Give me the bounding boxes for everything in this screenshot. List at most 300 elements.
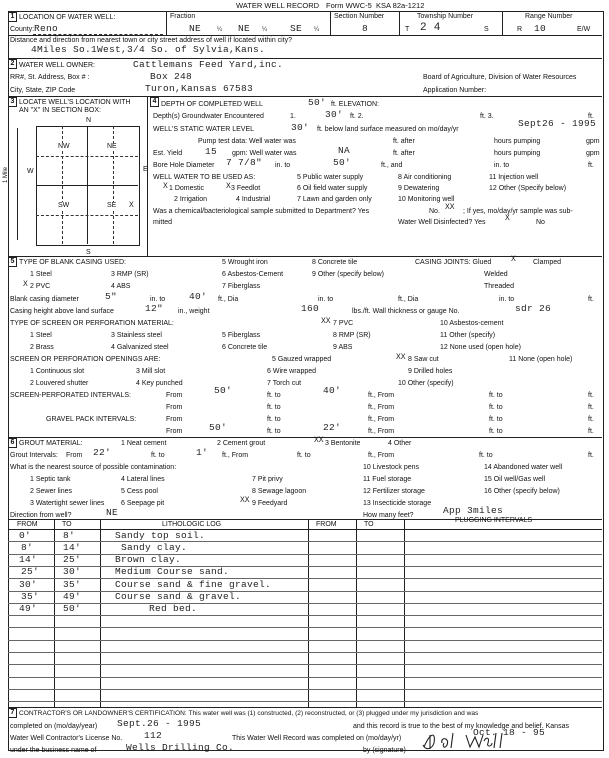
- grout-label: GROUT MATERIAL:: [19, 440, 83, 447]
- blank: [36, 215, 138, 216]
- quarter-3: ¼: [314, 27, 320, 33]
- use-11: 11 Injection well: [489, 174, 539, 181]
- range-label: Range Number: [525, 13, 573, 20]
- screen-12: 12 None used (open hole): [440, 344, 521, 351]
- grav-from-value: 50': [209, 422, 228, 433]
- grout-3: 3 Bentonite: [325, 440, 361, 447]
- rule: [8, 35, 602, 36]
- grout-4: 4 Other: [388, 440, 412, 447]
- use-7: 7 Lawn and garden only: [297, 196, 372, 203]
- blank: [36, 156, 138, 157]
- how-many-label: How many feet?: [363, 512, 414, 519]
- log-desc-cell: Course sand & fine gravel.: [115, 578, 272, 590]
- log-row-rule: [8, 541, 602, 542]
- opening-3: 3 Mill slot: [136, 368, 166, 375]
- rule: [8, 707, 602, 708]
- south-label: S: [86, 249, 91, 256]
- diameter-ft-dia: ft., Dia: [218, 296, 239, 303]
- feedlot-mark: X: [226, 182, 231, 191]
- log-to-cell: 14': [63, 541, 82, 553]
- rule: [36, 185, 138, 186]
- east-label: E: [143, 166, 148, 173]
- log-from-cell: 0': [19, 529, 32, 541]
- divider: [308, 519, 309, 707]
- cont-2: 2 Sewer lines: [30, 488, 73, 495]
- section-box[interactable]: [36, 126, 140, 246]
- bore-value: 7 7/8": [226, 157, 263, 168]
- diameter-value: 5": [105, 291, 118, 302]
- threaded-label: Threaded: [484, 283, 514, 290]
- cont-9: 9 Feedyard: [252, 500, 288, 507]
- static-date: Sept26 - 1995: [518, 118, 597, 129]
- log-row-rule: [8, 554, 602, 555]
- bore-label: Bore Hole Diameter: [153, 162, 215, 169]
- use-1[interactable]: 1 Domestic: [169, 185, 205, 192]
- grout-to-value: 1': [196, 447, 209, 458]
- divider: [147, 96, 148, 256]
- log-to-cell: 8': [63, 529, 76, 541]
- pump-after: ft. after: [393, 138, 415, 145]
- screen-3: 3 Stainless steel: [111, 332, 162, 339]
- cert-line-1: CONTRACTOR'S OR LANDOWNER'S CERTIFICATION: This water well was (1) constructed, (2) reconstructed, or (3) plugged under my jurisdiction and was: [19, 710, 479, 717]
- fraction-3: SE: [290, 23, 303, 34]
- distance-label: Distance and direction from nearest town or city street address of well if located within city?: [10, 37, 293, 44]
- county-value: Reno: [34, 23, 59, 34]
- screen-8: 8 RMP (SR): [333, 332, 371, 339]
- direction-label: Direction from well?: [10, 512, 72, 519]
- log-from-header: FROM: [17, 521, 38, 528]
- chem-tail: ; If yes, mo/day/yr sample was sub-: [463, 208, 573, 215]
- divider: [502, 11, 503, 35]
- opening-5: 5 Gauzed wrapped: [272, 356, 332, 363]
- use-8: 8 Air conditioning: [398, 174, 452, 181]
- gw1-value: 30': [325, 109, 344, 120]
- grav-ft-to-2: ft. to: [489, 416, 503, 423]
- screen-7: 7 PVC: [333, 320, 354, 327]
- log-desc-cell: Course sand & gravel.: [115, 591, 242, 602]
- screen-11: 11 Other (specify): [440, 332, 496, 339]
- section-number-label: Section Number: [334, 13, 385, 20]
- grav-ft-from-2: ft., From: [368, 428, 395, 435]
- disinfected-no: No: [536, 219, 545, 226]
- grav-ft-1: ft.: [588, 416, 594, 423]
- joints-label: CASING JOINTS: Glued: [415, 259, 492, 266]
- openings-label: SCREEN OR PERFORATION OPENINGS ARE:: [10, 356, 161, 363]
- sw-label: SW: [58, 202, 70, 209]
- log-from-cell: 35': [21, 591, 40, 602]
- rule: [8, 529, 602, 530]
- log-desc-cell: Red bed.: [149, 603, 198, 615]
- plug-to-header: TO: [364, 521, 374, 528]
- log-row-rule: [8, 677, 602, 678]
- cont-16: 16 Other (specify below): [484, 488, 560, 495]
- owner-value: Cattlemans Feed Yard,inc.: [133, 59, 284, 70]
- grout-from-value: 22': [93, 447, 112, 458]
- depth-value: 50': [308, 97, 327, 108]
- casing-5: 5 Wrought iron: [222, 259, 268, 266]
- screen-2: 2 Brass: [30, 344, 54, 351]
- gravel-label: GRAVEL PACK INTERVALS:: [46, 416, 137, 423]
- bentonite-mark: XX: [314, 436, 324, 445]
- screen-label: TYPE OF SCREEN OR PERFORATION MATERIAL:: [10, 320, 174, 327]
- bore-ft: ft.: [588, 162, 594, 169]
- casing-2: 2 PVC: [30, 283, 51, 290]
- cert-license-label: Water Well Contractor's License No.: [10, 735, 123, 742]
- grav-ft-to-1: ft. to: [267, 416, 281, 423]
- casing-9: 9 Other (specify below): [312, 271, 384, 278]
- direction-value: NE: [106, 507, 119, 518]
- t-label: T: [405, 26, 410, 33]
- grout-2: 2 Cement grout: [217, 440, 266, 447]
- grout-ft: ft.: [588, 452, 594, 459]
- cert-completed-date: Sept.26 - 1995: [117, 718, 202, 729]
- casing-6: 6 Asbestos-Cement: [222, 271, 284, 278]
- township-value: 2 4: [420, 22, 441, 34]
- height-label: Casing height above land surface: [10, 308, 114, 315]
- yield-after: ft. after: [393, 150, 415, 157]
- feedyard-mark: XX: [240, 496, 250, 505]
- fraction-label: Fraction: [170, 13, 196, 20]
- use-10: 10 Monitoring well: [398, 196, 455, 203]
- cont-10: 10 Livestock pens: [363, 464, 420, 471]
- grav-ft-to-3: ft. to: [267, 428, 281, 435]
- use-2: 2 Irrigation: [174, 196, 208, 203]
- welded-label: Welded: [484, 271, 508, 278]
- grout-ft-from: ft., From: [222, 452, 249, 459]
- yield-label: Est. Yield: [153, 150, 183, 157]
- grout-ft-from-2: ft., From: [368, 452, 395, 459]
- perf-ft-from-2: ft., From: [368, 404, 395, 411]
- r-label: R: [517, 26, 523, 33]
- cont-3: 3 Watertight sewer lines: [30, 500, 105, 507]
- pump-gpm: gpm: [586, 138, 600, 145]
- diameter-in-to-2: in. to: [499, 296, 515, 303]
- diameter-label: Blank casing diameter: [10, 296, 79, 303]
- opening-10: 10 Other (specify): [398, 380, 454, 387]
- opening-1: 1 Continuous slot: [30, 368, 85, 375]
- yield-na: NA: [338, 145, 351, 156]
- diameter-ft: ft.: [588, 296, 594, 303]
- diameter-ft-dia-2: ft., Dia: [398, 296, 419, 303]
- contamination-label: What is the nearest source of possible contamination:: [10, 464, 177, 471]
- bore-and: ft., and: [381, 162, 403, 169]
- log-row-rule: [8, 640, 602, 641]
- divider: [100, 519, 101, 707]
- city-value: Turon,Kansas 67583: [145, 83, 254, 94]
- casing-3: 3 RMP (SR): [111, 271, 149, 278]
- screen-5: 5 Fiberglass: [222, 332, 261, 339]
- log-row-rule: [8, 578, 602, 579]
- north-label: N: [86, 117, 92, 124]
- locate-label-1: LOCATE WELL'S LOCATION WITH: [19, 99, 131, 106]
- location-label: LOCATION OF WATER WELL:: [19, 14, 116, 21]
- log-desc-cell: Sandy clay.: [121, 541, 188, 553]
- gw2-label: ft. 2.: [350, 113, 364, 120]
- pump-label: Pump test data: Well water was: [198, 138, 296, 145]
- divider: [54, 519, 55, 707]
- cont-12: 12 Fertilizer storage: [363, 488, 425, 495]
- plug-title: PLUGGING INTERVALS: [455, 517, 533, 524]
- perf-ft-to-1: ft. to: [267, 392, 281, 399]
- log-from-cell: 49': [19, 603, 38, 615]
- city-label: City, State, ZIP Code: [10, 87, 76, 94]
- log-from-cell: 30': [19, 578, 38, 590]
- grav-to-value: 22': [323, 422, 342, 433]
- cert-line-2b: and this record is true to the best of my knowledge and belief. Kansas: [353, 723, 569, 730]
- quarter-1: ¼: [217, 27, 223, 33]
- grout-ft-to-2: ft. to: [297, 452, 311, 459]
- cert-business-value: Wells Drilling Co.: [126, 742, 235, 753]
- mitted-label: mitted: [153, 219, 173, 226]
- cont-13: 13 Insecticide storage: [363, 500, 432, 507]
- depth-label: DEPTH OF COMPLETED WELL: [161, 101, 263, 108]
- form-title: WATER WELL RECORD: [236, 1, 320, 10]
- use-5: 5 Public water supply: [297, 174, 364, 181]
- grout-1: 1 Neat cement: [121, 440, 167, 447]
- grout-ft-to-3: ft. to: [479, 452, 493, 459]
- bore-in: in. to: [275, 162, 291, 169]
- cert-record-date: Oct. 18 - 95: [473, 727, 546, 738]
- ksa-number: KSA 82a-1212: [376, 1, 425, 10]
- cont-7: 7 Pit privy: [252, 476, 283, 483]
- casing-1: 1 Steel: [30, 271, 52, 278]
- grav-ft-2: ft.: [588, 428, 594, 435]
- how-many-value: App 3miles: [443, 505, 504, 516]
- section-1-number: 1: [8, 12, 17, 22]
- gw-ft: ft.: [588, 113, 594, 120]
- bore-to: 50': [333, 157, 352, 168]
- opening-2: 2 Louvered shutter: [30, 380, 89, 387]
- range-value: 10: [534, 23, 547, 34]
- yield-hours: hours pumping: [494, 150, 541, 157]
- se-label: SE: [107, 202, 117, 209]
- log-row-rule: [8, 652, 602, 653]
- west-label: W: [27, 168, 34, 175]
- opening-8: 8 Saw cut: [408, 356, 439, 363]
- section-7-number: 7: [8, 708, 17, 718]
- perf-ft-to-4: ft. to: [489, 404, 503, 411]
- log-desc-cell: Medium Course sand.: [115, 566, 230, 578]
- section-3-number: 3: [8, 97, 17, 107]
- use-6: 6 Oil field water supply: [297, 185, 368, 192]
- cont-11: 11 Fuel storage: [363, 476, 412, 483]
- screen-4: 4 Galvanized steel: [111, 344, 169, 351]
- divider: [356, 519, 357, 707]
- log-to-cell: 30': [63, 566, 82, 578]
- divider: [330, 11, 331, 35]
- cont-6: 6 Seepage pit: [121, 500, 165, 507]
- section-5-number: 5: [8, 257, 17, 267]
- fraction-1: NE: [189, 23, 202, 34]
- rule: [8, 58, 602, 59]
- use-12: 12 Other (Specify below): [489, 185, 567, 192]
- static-label: WELL'S STATIC WATER LEVEL: [153, 126, 255, 133]
- log-to-cell: 35': [63, 578, 82, 590]
- log-from-cell: 25': [21, 566, 40, 578]
- grav-from-2: From: [166, 428, 183, 435]
- grav-ft-from-1: ft., From: [368, 416, 395, 423]
- divider: [166, 11, 167, 35]
- grout-int-label: Grout Intervals:: [10, 452, 58, 459]
- section-6-number: 6: [8, 438, 17, 448]
- screen-1: 1 Steel: [30, 332, 52, 339]
- weight-value: 160: [301, 303, 320, 314]
- cert-completed-label: completed on (mo/day/year): [10, 723, 98, 730]
- log-row-rule: [8, 566, 602, 567]
- log-to-cell: 50': [63, 603, 82, 615]
- well-location-mark: X: [129, 201, 134, 210]
- perf-ft-to-3: ft. to: [267, 404, 281, 411]
- divider: [399, 11, 400, 35]
- perf-ft-2: ft.: [588, 404, 594, 411]
- log-row-rule: [8, 689, 602, 690]
- log-desc-cell: Brown clay.: [115, 554, 182, 566]
- screen-10: 10 Asbestos-cement: [440, 320, 504, 327]
- use-4: 4 Industrial: [236, 196, 271, 203]
- s-label: S: [484, 26, 489, 33]
- form-number: Form WWC-5: [326, 1, 372, 10]
- nw-label: NW: [58, 143, 70, 150]
- quarter-2: ¼: [262, 27, 268, 33]
- opening-6: 6 Wire wrapped: [267, 368, 317, 375]
- divider: [17, 128, 18, 240]
- chem-no-mark: XX: [445, 203, 455, 212]
- divider: [404, 519, 405, 707]
- log-to-cell: 49': [63, 591, 82, 602]
- use-3[interactable]: 3 Feedlot: [231, 185, 261, 192]
- yield-gpm: gpm: Well water was: [232, 150, 297, 157]
- screen-9: 9 ABS: [333, 344, 353, 351]
- gw1-label: 1.: [290, 113, 296, 120]
- casing-8: 8 Concrete tile: [312, 259, 358, 266]
- grav-ft-to-4: ft. to: [489, 428, 503, 435]
- use-9: 9 Dewatering: [398, 185, 440, 192]
- yield-value: 15: [205, 146, 218, 157]
- log-row-rule: [8, 701, 602, 702]
- gw3-label: ft. 3.: [480, 113, 494, 120]
- clamped-label: Clamped: [533, 259, 562, 266]
- log-row-rule: [8, 664, 602, 665]
- ne-label: NE: [107, 143, 117, 150]
- locate-label-2: AN "X" IN SECTION BOX:: [19, 107, 101, 114]
- log-row-rule: [8, 591, 602, 592]
- static-value: 30': [291, 122, 310, 133]
- mile-label: 1 Mile: [3, 166, 10, 184]
- log-to-cell: 25': [63, 554, 82, 566]
- log-desc-cell: Sandy top soil.: [115, 529, 206, 541]
- cert-business-label: under the business name of: [10, 747, 97, 754]
- cont-15: 15 Oil well/Gas well: [484, 476, 546, 483]
- section-4-number: 4: [150, 97, 159, 107]
- sdr-value: sdr 26: [515, 303, 552, 314]
- log-from-cell: 8': [21, 541, 34, 553]
- cert-license-value: 112: [144, 730, 163, 741]
- cont-4: 4 Lateral lines: [121, 476, 165, 483]
- perf-ft-from-1: ft., From: [368, 392, 395, 399]
- log-row-rule: [8, 615, 602, 616]
- screen-pvc-mark: XX: [321, 317, 331, 326]
- cont-8: 8 Sewage lagoon: [252, 488, 307, 495]
- cert-signature-label: by (signature): [363, 747, 406, 754]
- perf-from-2: From: [166, 404, 183, 411]
- township-label: Township Number: [417, 13, 474, 20]
- cont-14: 14 Abandoned water well: [484, 464, 563, 471]
- perforated-label: SCREEN-PERFORATED INTERVALS:: [10, 392, 131, 399]
- weight-tail: lbs./ft. Wall thickness or gauge No.: [352, 308, 460, 315]
- domestic-mark: X: [163, 182, 168, 191]
- chem-label: Was a chemical/bacteriological sample submitted to Department? Yes: [153, 208, 370, 215]
- perf-to-value: 40': [323, 385, 342, 396]
- signature-image: [420, 729, 508, 753]
- chem-no: No.: [429, 208, 440, 215]
- opening-9: 9 Drilled holes: [408, 368, 453, 375]
- grout-ft-to: ft. to: [151, 452, 165, 459]
- log-to-header: TO: [62, 521, 72, 528]
- use-label: WELL WATER TO BE USED AS:: [153, 174, 256, 181]
- cont-1: 1 Septic tank: [30, 476, 71, 483]
- screen-6: 6 Concrete tile: [222, 344, 268, 351]
- height-in: in., weight: [178, 308, 210, 315]
- groundwater-label: Depth(s) Groundwater Encountered: [153, 113, 264, 120]
- disinfected-label: Water Well Disinfected? Yes: [398, 219, 486, 226]
- perf-ft-to-2: ft. to: [489, 392, 503, 399]
- diameter-in: in. to: [150, 296, 166, 303]
- yield-gpm-2: gpm: [586, 150, 600, 157]
- diameter-in-to: in. to: [318, 296, 334, 303]
- perf-from-1: From: [166, 392, 183, 399]
- opening-7: 7 Torch cut: [267, 380, 302, 387]
- rule: [8, 437, 602, 438]
- log-row-rule: [8, 603, 602, 604]
- cert-record-label: This Water Well Record was completed on (mo/day/yr): [232, 735, 402, 742]
- saw-cut-mark: XX: [396, 353, 406, 362]
- address-value: Box 248: [150, 71, 193, 82]
- fraction-2: NE: [238, 23, 251, 34]
- casing-label: TYPE OF BLANK CASING USED:: [19, 259, 126, 266]
- address-label: RR#, St. Address, Box # :: [10, 74, 90, 81]
- bore-in-to: in. to: [494, 162, 510, 169]
- casing-4: 4 ABS: [111, 283, 131, 290]
- owner-label: WATER WELL OWNER:: [19, 62, 95, 69]
- grav-from-1: From: [166, 416, 183, 423]
- plug-from-header: FROM: [316, 521, 337, 528]
- pvc-mark: X: [23, 280, 28, 289]
- casing-7: 7 Fiberglass: [222, 283, 261, 290]
- perf-ft-1: ft.: [588, 392, 594, 399]
- disinfected-mark: X: [505, 214, 510, 223]
- static-tail: ft. below land surface measured on mo/day/yr: [317, 126, 459, 133]
- application-label: Application Number:: [423, 87, 487, 94]
- grout-from-label: From: [66, 452, 83, 459]
- section-2-number: 2: [8, 59, 17, 69]
- height-value: 12": [145, 303, 164, 314]
- cont-5: 5 Cess pool: [121, 488, 158, 495]
- rule: [8, 96, 602, 97]
- log-row-rule: [8, 627, 602, 628]
- opening-4: 4 Key punched: [136, 380, 183, 387]
- diameter-to: 40': [189, 291, 208, 302]
- pump-hours: hours pumping: [494, 138, 541, 145]
- ew-label: E/W: [577, 26, 591, 33]
- distance-value: 4Miles So.1West,3/4 So. of Sylvia,Kans.: [31, 44, 266, 55]
- perf-from-value: 50': [214, 385, 233, 396]
- section-number-value: 8: [362, 23, 369, 34]
- log-title: LITHOLOGIC LOG: [162, 521, 222, 528]
- county-label: County:: [10, 26, 35, 33]
- opening-11: 11 None (open hole): [509, 356, 573, 363]
- joints-mark: X: [511, 255, 516, 264]
- board-label: Board of Agriculture, Division of Water Resources: [423, 74, 577, 81]
